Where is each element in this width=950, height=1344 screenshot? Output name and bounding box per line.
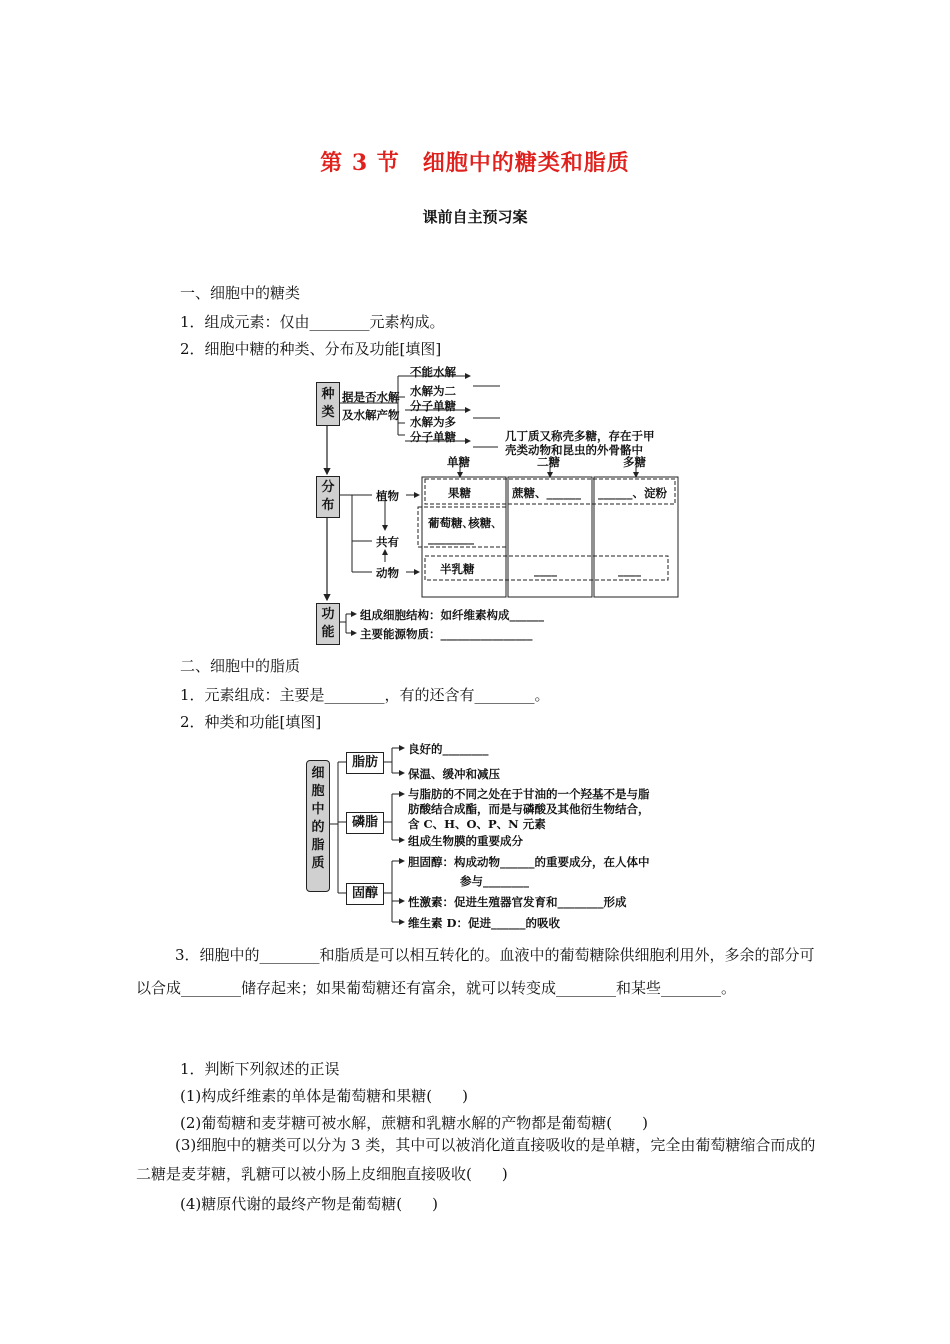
question-2: (2)葡萄糖和麦芽糖可被水解，蔗糖和乳糖水解的产物都是葡萄糖( ) — [180, 1114, 648, 1132]
row-common: 共有 — [376, 535, 399, 549]
branch-no-hydrolysis: 不能水解 — [410, 365, 456, 379]
page-title: 第 3 节 细胞中的糖类和脂质 — [320, 150, 630, 176]
lipid-root-char: 脂 — [311, 838, 325, 853]
distribution-label: 分布 — [321, 480, 335, 513]
cell-glucose-blank: ________ — [428, 531, 474, 545]
lipid-root-char: 中 — [311, 802, 325, 817]
judge-heading: 1．判断下列叙述的正误 — [180, 1060, 340, 1078]
section1-item1: 1．组成元素：仅由________元素构成。 — [180, 313, 445, 331]
phospholipid-line-1: 与脂肪的不同之处在于甘油的一个羟基不是与脂 — [408, 787, 650, 801]
fat-function-1: 良好的________ — [408, 742, 489, 756]
lipid-root-char: 细 — [311, 766, 325, 781]
vitamin-d-line: 维生素 D：促进______的吸收 — [408, 916, 560, 930]
criterion-line2: 及水解产物 — [342, 408, 400, 422]
criterion-line1: 据是否水解 — [342, 390, 400, 404]
cholesterol-line-1: 胆固醇：构成动物______的重要成分，在人体中 — [408, 855, 650, 869]
sugar-lipid-conversion-paragraph: 3．细胞中的________和脂质是可以相互转化的。血液中的葡萄糖除供细胞利用外，多余的部分可以合成________储存起来；如果葡萄糖还有富余，就可以转变成________和某些________。 — [136, 946, 815, 997]
column-mono: 单糖 — [447, 455, 470, 469]
cell-galactose: 半乳糖 — [440, 562, 475, 576]
cell-starch: ______、淀粉 — [598, 486, 667, 500]
lipid-root-box — [306, 760, 330, 892]
column-poly: 多糖 — [623, 455, 646, 469]
distribution-box — [316, 476, 340, 518]
cell-glucose-ribose: 葡萄糖､核糖､ — [428, 516, 497, 530]
row-animal: 动物 — [376, 566, 399, 580]
cell-animal-di-blank: ____ — [534, 563, 557, 577]
cholesterol-line-2: 参与________ — [460, 874, 529, 888]
kinds-box — [316, 382, 340, 426]
section2-item1: 1．元素组成：主要是________，有的还含有________。 — [180, 686, 550, 704]
question-3: (3)细胞中的糖类可以分为 3 类，其中可以被消化道直接吸收的是单糖，完全由葡萄糖缩合而成的二糖是麦芽糖，乳糖可以被小肠上皮细胞直接吸收( ) — [136, 1136, 816, 1183]
chitin-note-line1: 几丁质又称壳多糖，存在于甲 — [505, 429, 655, 443]
sex-hormone-line: 性激素：促进生殖器官发育和________形成 — [408, 895, 627, 909]
cell-fructose: 果糖 — [448, 486, 471, 500]
branch-di-line2: 分子单糖 — [410, 399, 456, 413]
sterol-box: 固醇 — [346, 883, 384, 905]
phospholipid-box: 磷脂 — [346, 812, 384, 834]
function-box — [316, 603, 340, 645]
function-label: 功能 — [321, 607, 335, 640]
chitin-note-line2: 壳类动物和昆虫的外骨骼中 — [505, 443, 643, 457]
fat-box: 脂肪 — [346, 752, 384, 774]
lipid-root-label — [307, 765, 329, 873]
phospholipid-line-2: 肪酸结合成酯，而是与磷酸及其他衍生物结合， — [408, 802, 650, 816]
branch-di-line1: 水解为二 — [410, 384, 456, 398]
lipid-root-char: 质 — [311, 856, 325, 871]
section2-item2: 2．种类和功能[填图] — [180, 713, 322, 731]
lipid-root-char: 胞 — [311, 784, 325, 799]
column-di: 二糖 — [537, 455, 560, 469]
kinds-label: 种类 — [321, 387, 335, 420]
section1-item2: 2．细胞中糖的种类、分布及功能[填图] — [180, 340, 442, 358]
question-1: (1)构成纤维素的单体是葡萄糖和果糖( ) — [180, 1087, 468, 1105]
section2-heading: 二、细胞中的脂质 — [180, 657, 301, 675]
branch-poly-line1: 水解为多 — [410, 415, 456, 429]
question-4: (4)糖原代谢的最终产物是葡萄糖( ) — [180, 1195, 438, 1213]
cell-sucrose: 蔗糖、______ — [512, 486, 581, 500]
row-plant: 植物 — [376, 489, 399, 503]
function-energy: 主要能源物质：________________ — [360, 627, 533, 641]
cell-animal-poly-blank: ____ — [618, 563, 641, 577]
phospholipid-line-4: 组成生物膜的重要成分 — [408, 834, 523, 848]
lipid-root-char: 的 — [311, 820, 325, 835]
function-structure: 组成细胞结构：如纤维素构成______ — [360, 608, 544, 622]
phospholipid-line-3: 含 C、H、O、P、N 元素 — [408, 817, 546, 831]
fat-function-2: 保温、缓冲和减压 — [408, 767, 500, 781]
branch-poly-line2: 分子单糖 — [410, 430, 456, 444]
page-subtitle: 课前自主预习案 — [422, 208, 528, 226]
section1-heading: 一、细胞中的糖类 — [180, 284, 301, 302]
